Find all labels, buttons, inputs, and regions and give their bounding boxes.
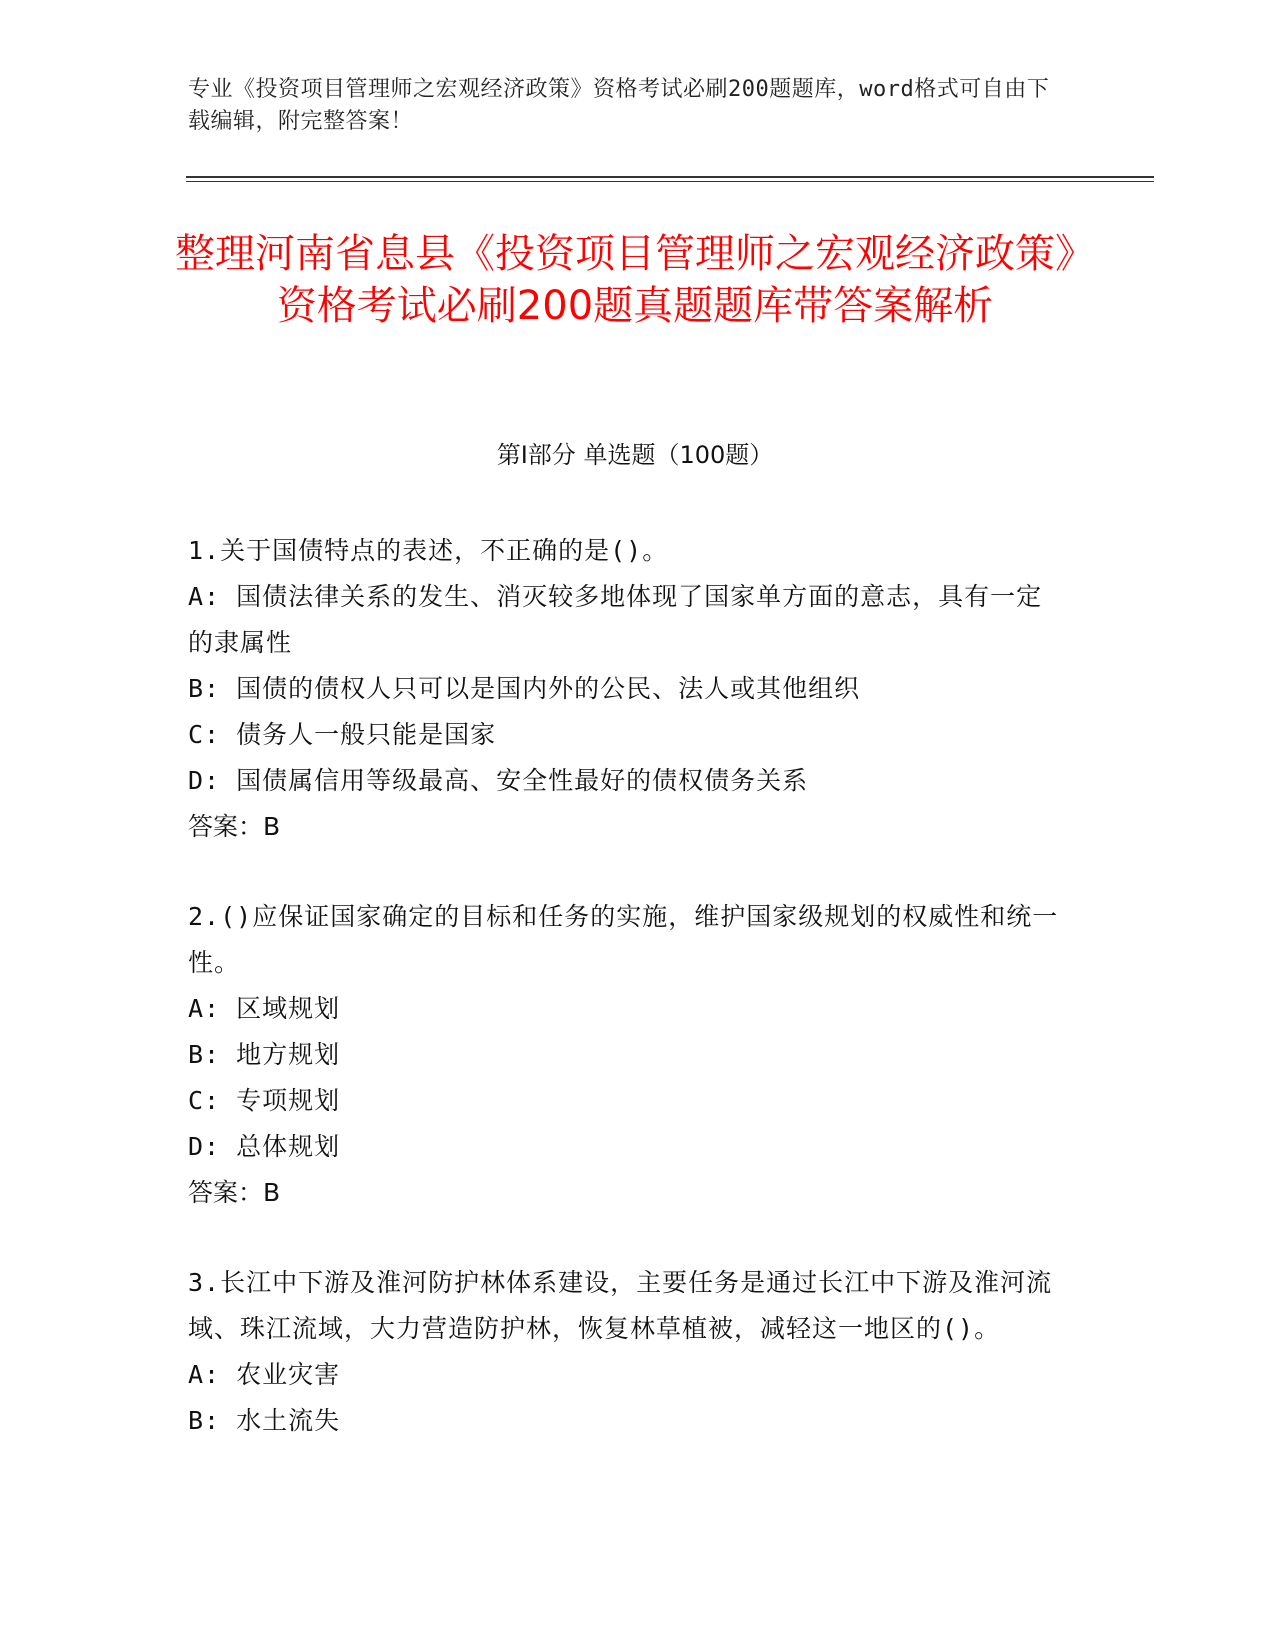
option-b: B: 国债的债权人只可以是国内外的公民、法人或其他组织 <box>188 674 861 703</box>
answer-line: 答案：B <box>188 812 281 841</box>
question-3 <box>188 1260 1068 1444</box>
question-stem: 1.关于国债特点的表述，不正确的是()。 <box>188 536 669 565</box>
option-a: A: 国债法律关系的发生、消灭较多地体现了国家单方面的意志，具有一定的隶属性 <box>188 582 1043 657</box>
option-b: B: 地方规划 <box>188 1040 341 1069</box>
header-note: 专业《投资项目管理师之宏观经济政策》资格考试必刷200题题库，word格式可自由下载编辑，附完整答案！ <box>188 77 1050 134</box>
option-d: D: 总体规划 <box>188 1132 341 1161</box>
question-stem: 3.长江中下游及淮河防护林体系建设，主要任务是通过长江中下游及淮河流域、珠江流域，大力营造防护林，恢复林草植被，减轻这一地区的()。 <box>188 1268 1053 1343</box>
question-list <box>188 528 1068 1488</box>
question-2 <box>188 894 1068 1216</box>
question-1 <box>188 528 1068 850</box>
option-a: A: 农业灾害 <box>188 1360 341 1389</box>
answer-line: 答案：B <box>188 1178 281 1207</box>
option-c: C: 专项规划 <box>188 1086 341 1115</box>
option-c: C: 债务人一般只能是国家 <box>188 720 497 749</box>
option-b: B: 水土流失 <box>188 1406 341 1435</box>
section-heading: 第Ⅰ部分 单选题（100题） <box>496 441 774 469</box>
question-stem: 2.()应保证国家确定的目标和任务的实施，维护国家级规划的权威性和统一性。 <box>188 902 1059 977</box>
option-a: A: 区域规划 <box>188 994 341 1023</box>
document-title: 整理河南省息县《投资项目管理师之宏观经济政策》资格考试必刷200题真题题库带答案解析 <box>175 231 1095 329</box>
header-divider <box>186 176 1154 182</box>
option-d: D: 国债属信用等级最高、安全性最好的债权债务关系 <box>188 766 809 795</box>
